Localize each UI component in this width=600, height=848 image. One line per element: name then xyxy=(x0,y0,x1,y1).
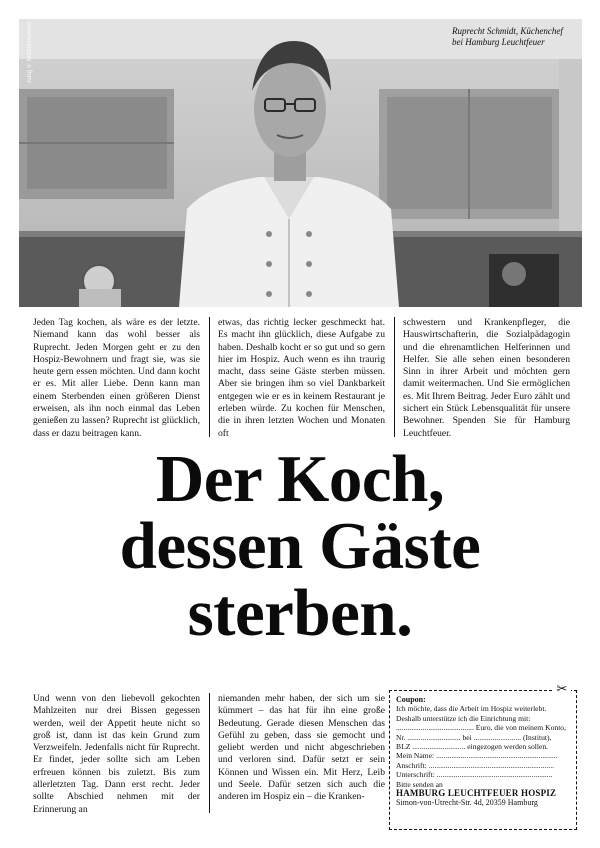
photo-caption xyxy=(452,26,577,48)
coupon-amount-field[interactable]: ......................................... Euro, die von meinem Konto, xyxy=(396,723,566,733)
body-text-top-col-3: schwestern und Krankenpfleger, die Hauswirtschafterin, die Sozialpädagogin und die ehrenamtlichen Helferinnen und Helfer. Sie alle sehen einen besonderen Sinn in ihrer Arbeit und möchten gern damit weitermachen. Und Sie ermöglichen es. Mit Ihrem Beitrag. Jeder Euro zählt und sichert ein Stück Lebensqualität für unsere Bewohner. Spenden Sie für Hamburg Leuchtfeuer. xyxy=(403,317,570,439)
coupon-title: Coupon: xyxy=(396,695,426,704)
column-divider xyxy=(209,693,210,813)
caption-line-2: bei Hamburg Leuchtfeuer xyxy=(452,37,545,47)
coupon-address: Simon-von-Utrecht-Str. 4d, 20359 Hamburg xyxy=(396,798,538,808)
body-text-bottom-col-1: Und wenn von den liebevoll gekochten Mahlzeiten nur drei Bissen gegessen werden, weil der Appetit heute nicht so groß ist, dann ist das kein Grund zum Verzweifeln. Jedenfalls nicht für Ruprecht. Er findet, jeder sollte sich am Leben erfreuen können bis zuletzt. Bis zum allerletzten Tag. Dann erst recht. Jeder sollte Abschied nehmen mit der Erinnerung an xyxy=(33,693,200,815)
body-text-top-col-1: Jeden Tag kochen, als wäre es der letzte. Niemand kann das wohl besser als Ruprecht. Jeden Morgen geht er zu den Hospiz-Bewohnern und fragt sie, was sie heute gern essen möchten. Und dann kocht er es. Mit aller Liebe. Denn kann man einem Sterbenden einen größeren Dienst erweisen, als ihn noch einmal das Leben genießen zu lassen? Ruprecht ist glücklich, dass er dazu beitragen kann. xyxy=(33,317,200,439)
headline-line-3: sterben. xyxy=(187,576,413,650)
headline-line-1: Der Koch, xyxy=(155,442,445,516)
coupon-address-field[interactable]: Anschrift: .................................................................. xyxy=(396,760,554,770)
column-divider xyxy=(209,317,210,437)
coupon-account-field[interactable]: Nr. ............................ bei ......................... (Institut), xyxy=(396,732,552,742)
coupon-text-1: Ich möchte, dass die Arbeit im Hospiz weiterlebt. xyxy=(396,704,547,714)
chef-photo xyxy=(19,19,582,307)
scissors-icon: ✂ xyxy=(553,683,571,697)
coupon-blz-field[interactable]: BLZ ............................ eingezogen werden sollen. xyxy=(396,742,549,752)
photo-credit: Jung v. Matt/Emotion xyxy=(27,22,33,84)
coupon-signature-field[interactable]: Unterschrift: ............................................................. xyxy=(396,770,553,780)
body-text-top-col-2: etwas, das richtig lecker geschmeckt hat. Es macht ihn glücklich, diese Aufgabe zu haben. Deshalb kocht er so gut und so gern hier im Hospiz. Auch wenn es ihn traurig macht, dass seine Gäste sterben müssen. Aber sie bringen ihm so viel Dankbarkeit entgegen wie er es in keinem Restaurant je erleben würde. Zu kochen für Menschen, die in ihren letzten Wochen und Monaten oft xyxy=(218,317,385,439)
headline xyxy=(0,442,600,650)
body-text-bottom-col-2: niemanden mehr haben, der sich um sie kümmert – das hat für ihn eine große Bedeutung. Gerade diesen Menschen das Gefühl zu geben, dass sie gemocht und geliebt werden und nicht abgeschrieben und verloren sind. Dafür setzt er sein Können und Wissen ein. Mit Herz, Leib und Seele. Dafür setzen sich auch die anderen im Hospiz ein – die Kranken- xyxy=(218,693,385,803)
caption-line-1: Ruprecht Schmidt, Küchenchef xyxy=(452,26,563,36)
coupon-name-field[interactable]: Mein Name: ................................................................ xyxy=(396,751,558,761)
headline-line-2: dessen Gäste xyxy=(119,509,481,583)
coupon-organization: HAMBURG LEUCHTFEUER HOSPIZ xyxy=(396,788,557,799)
kitchen-scene xyxy=(19,19,582,307)
donation-coupon[interactable] xyxy=(389,690,577,830)
coupon-send-to: Bitte senden an xyxy=(396,779,443,789)
coupon-text-2: Deshalb unterstütze ich die Einrichtung mit: xyxy=(396,713,531,723)
column-divider xyxy=(394,317,395,437)
